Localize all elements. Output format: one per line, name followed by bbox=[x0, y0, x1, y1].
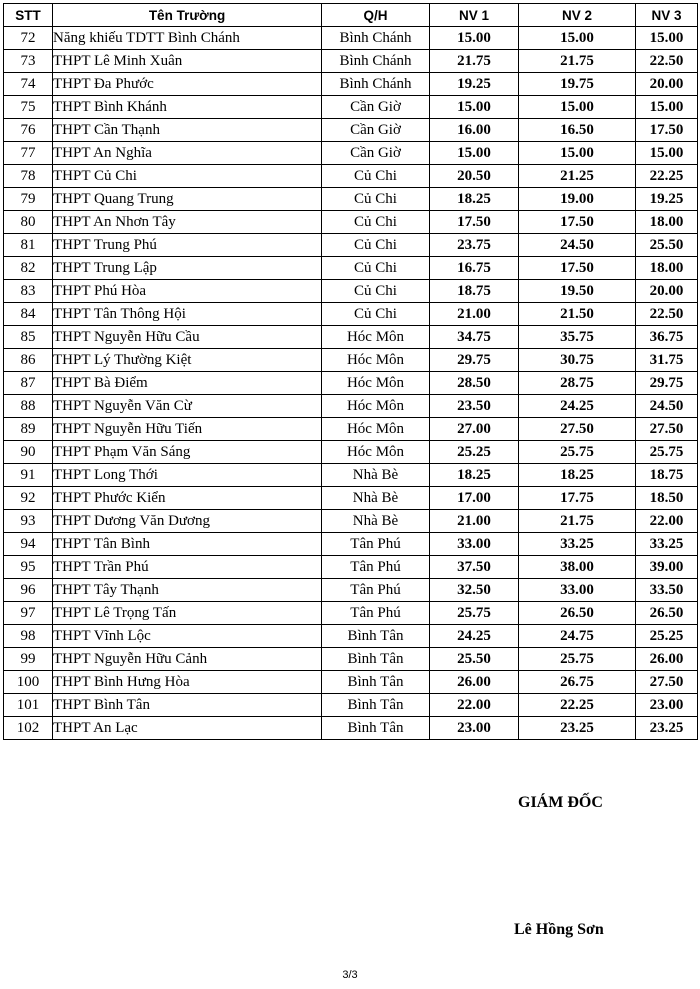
cell-stt: 86 bbox=[4, 349, 53, 372]
cell-stt: 73 bbox=[4, 50, 53, 73]
table-row bbox=[4, 280, 698, 303]
cell-nv3-score: 31.75 bbox=[636, 349, 698, 372]
cell-nv3-score: 26.50 bbox=[636, 602, 698, 625]
cell-nv3-score: 23.00 bbox=[636, 694, 698, 717]
table-row bbox=[4, 395, 698, 418]
cell-stt: 84 bbox=[4, 303, 53, 326]
cell-school-name: THPT Dương Văn Dương bbox=[53, 510, 322, 533]
cell-nv3-score: 15.00 bbox=[636, 142, 698, 165]
cell-nv2-score: 26.75 bbox=[519, 671, 636, 694]
cell-nv1-score: 20.50 bbox=[430, 165, 519, 188]
cell-stt: 87 bbox=[4, 372, 53, 395]
cell-nv1-score: 18.25 bbox=[430, 464, 519, 487]
cell-stt: 74 bbox=[4, 73, 53, 96]
cell-school-name: THPT An Lạc bbox=[53, 717, 322, 740]
cell-nv1-score: 23.50 bbox=[430, 395, 519, 418]
cell-nv1-score: 27.00 bbox=[430, 418, 519, 441]
cell-nv3-score: 18.00 bbox=[636, 211, 698, 234]
cell-school-name: THPT Quang Trung bbox=[53, 188, 322, 211]
header-stt: STT bbox=[4, 4, 53, 27]
table-row bbox=[4, 648, 698, 671]
cell-nv1-score: 25.25 bbox=[430, 441, 519, 464]
cell-stt: 100 bbox=[4, 671, 53, 694]
cell-nv2-score: 17.50 bbox=[519, 257, 636, 280]
table-row bbox=[4, 464, 698, 487]
cell-stt: 77 bbox=[4, 142, 53, 165]
cell-nv3-score: 25.25 bbox=[636, 625, 698, 648]
cell-district: Hóc Môn bbox=[322, 441, 430, 464]
cell-nv2-score: 21.75 bbox=[519, 510, 636, 533]
cell-nv1-score: 26.00 bbox=[430, 671, 519, 694]
cell-stt: 90 bbox=[4, 441, 53, 464]
cell-nv3-score: 17.50 bbox=[636, 119, 698, 142]
table-row bbox=[4, 234, 698, 257]
cell-school-name: THPT Trung Phú bbox=[53, 234, 322, 257]
table-row bbox=[4, 349, 698, 372]
cell-nv1-score: 32.50 bbox=[430, 579, 519, 602]
cell-district: Bình Tân bbox=[322, 625, 430, 648]
cell-nv2-score: 19.50 bbox=[519, 280, 636, 303]
cell-district: Nhà Bè bbox=[322, 510, 430, 533]
cell-stt: 81 bbox=[4, 234, 53, 257]
table-row bbox=[4, 372, 698, 395]
cell-district: Tân Phú bbox=[322, 602, 430, 625]
page-number: 3/3 bbox=[342, 969, 358, 981]
table-row bbox=[4, 142, 698, 165]
cell-stt: 72 bbox=[4, 27, 53, 50]
cell-stt: 82 bbox=[4, 257, 53, 280]
cell-nv3-score: 24.50 bbox=[636, 395, 698, 418]
cell-nv3-score: 25.75 bbox=[636, 441, 698, 464]
cell-nv1-score: 33.00 bbox=[430, 533, 519, 556]
table-row bbox=[4, 50, 698, 73]
cell-nv2-score: 21.25 bbox=[519, 165, 636, 188]
table-row bbox=[4, 717, 698, 740]
cell-nv1-score: 28.50 bbox=[430, 372, 519, 395]
cell-nv3-score: 18.00 bbox=[636, 257, 698, 280]
cell-nv2-score: 22.25 bbox=[519, 694, 636, 717]
cell-district: Bình Tân bbox=[322, 717, 430, 740]
cell-district: Hóc Môn bbox=[322, 326, 430, 349]
cell-stt: 93 bbox=[4, 510, 53, 533]
cell-district: Hóc Môn bbox=[322, 349, 430, 372]
cell-school-name: THPT Nguyễn Hữu Cảnh bbox=[53, 648, 322, 671]
cell-nv2-score: 21.50 bbox=[519, 303, 636, 326]
cell-district: Cần Giờ bbox=[322, 96, 430, 119]
cell-nv2-score: 18.25 bbox=[519, 464, 636, 487]
cell-stt: 99 bbox=[4, 648, 53, 671]
cell-stt: 98 bbox=[4, 625, 53, 648]
cell-nv1-score: 21.75 bbox=[430, 50, 519, 73]
cell-school-name: THPT Long Thới bbox=[53, 464, 322, 487]
cell-stt: 102 bbox=[4, 717, 53, 740]
header-district: Q/H bbox=[322, 4, 430, 27]
cell-district: Củ Chi bbox=[322, 257, 430, 280]
cell-nv3-score: 25.50 bbox=[636, 234, 698, 257]
cell-school-name: THPT Trần Phú bbox=[53, 556, 322, 579]
cell-nv2-score: 27.50 bbox=[519, 418, 636, 441]
table-row bbox=[4, 694, 698, 717]
cell-nv2-score: 33.25 bbox=[519, 533, 636, 556]
cell-nv2-score: 15.00 bbox=[519, 96, 636, 119]
cell-district: Tân Phú bbox=[322, 556, 430, 579]
cell-stt: 88 bbox=[4, 395, 53, 418]
cell-stt: 91 bbox=[4, 464, 53, 487]
cell-school-name: THPT Bà Điểm bbox=[53, 372, 322, 395]
cell-nv3-score: 22.00 bbox=[636, 510, 698, 533]
cell-stt: 83 bbox=[4, 280, 53, 303]
header-nv3: NV 3 bbox=[636, 4, 698, 27]
cell-school-name: THPT Đa Phước bbox=[53, 73, 322, 96]
table-body bbox=[4, 27, 698, 740]
cell-nv1-score: 16.00 bbox=[430, 119, 519, 142]
cell-nv1-score: 18.75 bbox=[430, 280, 519, 303]
cell-school-name: THPT Bình Hưng Hòa bbox=[53, 671, 322, 694]
cell-nv3-score: 18.75 bbox=[636, 464, 698, 487]
table-row bbox=[4, 487, 698, 510]
cell-nv2-score: 24.25 bbox=[519, 395, 636, 418]
table-row bbox=[4, 579, 698, 602]
cell-nv3-score: 19.25 bbox=[636, 188, 698, 211]
cell-nv1-score: 29.75 bbox=[430, 349, 519, 372]
cell-nv1-score: 23.75 bbox=[430, 234, 519, 257]
header-nv1: NV 1 bbox=[430, 4, 519, 27]
table-row bbox=[4, 119, 698, 142]
cell-school-name: Năng khiếu TDTT Bình Chánh bbox=[53, 27, 322, 50]
cell-school-name: THPT Củ Chi bbox=[53, 165, 322, 188]
admission-scores-table bbox=[3, 3, 698, 740]
cell-district: Củ Chi bbox=[322, 188, 430, 211]
cell-nv2-score: 17.50 bbox=[519, 211, 636, 234]
cell-nv3-score: 15.00 bbox=[636, 27, 698, 50]
cell-nv3-score: 39.00 bbox=[636, 556, 698, 579]
cell-school-name: THPT An Nhơn Tây bbox=[53, 211, 322, 234]
table-row bbox=[4, 73, 698, 96]
cell-school-name: THPT Vĩnh Lộc bbox=[53, 625, 322, 648]
cell-nv1-score: 34.75 bbox=[430, 326, 519, 349]
table-row bbox=[4, 188, 698, 211]
cell-nv2-score: 19.00 bbox=[519, 188, 636, 211]
cell-stt: 96 bbox=[4, 579, 53, 602]
cell-district: Hóc Môn bbox=[322, 395, 430, 418]
cell-school-name: THPT Trung Lập bbox=[53, 257, 322, 280]
cell-nv3-score: 36.75 bbox=[636, 326, 698, 349]
cell-nv2-score: 15.00 bbox=[519, 142, 636, 165]
cell-school-name: THPT Phạm Văn Sáng bbox=[53, 441, 322, 464]
table-row bbox=[4, 303, 698, 326]
cell-district: Bình Chánh bbox=[322, 50, 430, 73]
cell-district: Củ Chi bbox=[322, 280, 430, 303]
cell-nv3-score: 22.50 bbox=[636, 50, 698, 73]
table-row bbox=[4, 441, 698, 464]
cell-district: Cần Giờ bbox=[322, 119, 430, 142]
cell-nv1-score: 15.00 bbox=[430, 27, 519, 50]
cell-nv2-score: 24.50 bbox=[519, 234, 636, 257]
cell-school-name: THPT Bình Khánh bbox=[53, 96, 322, 119]
cell-stt: 94 bbox=[4, 533, 53, 556]
cell-nv1-score: 21.00 bbox=[430, 510, 519, 533]
cell-nv2-score: 19.75 bbox=[519, 73, 636, 96]
signature-title: GIÁM ĐỐC bbox=[518, 794, 603, 811]
cell-nv3-score: 27.50 bbox=[636, 671, 698, 694]
header-school-name: Tên Trường bbox=[53, 4, 322, 27]
table-row bbox=[4, 510, 698, 533]
cell-nv3-score: 18.50 bbox=[636, 487, 698, 510]
cell-district: Củ Chi bbox=[322, 234, 430, 257]
cell-district: Nhà Bè bbox=[322, 464, 430, 487]
cell-stt: 101 bbox=[4, 694, 53, 717]
cell-district: Hóc Môn bbox=[322, 418, 430, 441]
cell-nv2-score: 17.75 bbox=[519, 487, 636, 510]
table-header-row bbox=[4, 4, 698, 27]
cell-school-name: THPT Phước Kiển bbox=[53, 487, 322, 510]
cell-district: Tân Phú bbox=[322, 533, 430, 556]
cell-nv2-score: 25.75 bbox=[519, 441, 636, 464]
cell-nv2-score: 23.25 bbox=[519, 717, 636, 740]
cell-nv1-score: 25.75 bbox=[430, 602, 519, 625]
cell-nv2-score: 35.75 bbox=[519, 326, 636, 349]
cell-nv2-score: 38.00 bbox=[519, 556, 636, 579]
table-row bbox=[4, 211, 698, 234]
table-row bbox=[4, 96, 698, 119]
table-row bbox=[4, 602, 698, 625]
cell-school-name: THPT Bình Tân bbox=[53, 694, 322, 717]
table-row bbox=[4, 165, 698, 188]
cell-nv1-score: 23.00 bbox=[430, 717, 519, 740]
cell-district: Nhà Bè bbox=[322, 487, 430, 510]
cell-nv3-score: 33.50 bbox=[636, 579, 698, 602]
cell-nv1-score: 15.00 bbox=[430, 142, 519, 165]
cell-nv1-score: 19.25 bbox=[430, 73, 519, 96]
cell-nv2-score: 28.75 bbox=[519, 372, 636, 395]
cell-nv1-score: 15.00 bbox=[430, 96, 519, 119]
signature-name: Lê Hồng Sơn bbox=[514, 921, 604, 938]
cell-nv1-score: 37.50 bbox=[430, 556, 519, 579]
cell-nv1-score: 16.75 bbox=[430, 257, 519, 280]
cell-stt: 78 bbox=[4, 165, 53, 188]
cell-district: Bình Tân bbox=[322, 648, 430, 671]
cell-nv3-score: 23.25 bbox=[636, 717, 698, 740]
cell-district: Bình Chánh bbox=[322, 27, 430, 50]
cell-district: Củ Chi bbox=[322, 165, 430, 188]
cell-nv2-score: 16.50 bbox=[519, 119, 636, 142]
table-row bbox=[4, 257, 698, 280]
cell-district: Củ Chi bbox=[322, 303, 430, 326]
cell-nv1-score: 21.00 bbox=[430, 303, 519, 326]
cell-school-name: THPT Tân Bình bbox=[53, 533, 322, 556]
cell-nv2-score: 26.50 bbox=[519, 602, 636, 625]
cell-nv3-score: 20.00 bbox=[636, 73, 698, 96]
cell-nv1-score: 25.50 bbox=[430, 648, 519, 671]
cell-school-name: THPT Phú Hòa bbox=[53, 280, 322, 303]
cell-nv3-score: 29.75 bbox=[636, 372, 698, 395]
cell-nv2-score: 30.75 bbox=[519, 349, 636, 372]
cell-nv2-score: 21.75 bbox=[519, 50, 636, 73]
cell-nv2-score: 15.00 bbox=[519, 27, 636, 50]
cell-school-name: THPT Nguyễn Hữu Tiến bbox=[53, 418, 322, 441]
cell-district: Củ Chi bbox=[322, 211, 430, 234]
cell-nv2-score: 25.75 bbox=[519, 648, 636, 671]
cell-stt: 76 bbox=[4, 119, 53, 142]
table-row bbox=[4, 533, 698, 556]
cell-stt: 75 bbox=[4, 96, 53, 119]
table-row bbox=[4, 556, 698, 579]
cell-district: Bình Tân bbox=[322, 694, 430, 717]
cell-nv3-score: 22.25 bbox=[636, 165, 698, 188]
cell-district: Tân Phú bbox=[322, 579, 430, 602]
cell-nv3-score: 27.50 bbox=[636, 418, 698, 441]
cell-nv3-score: 26.00 bbox=[636, 648, 698, 671]
cell-school-name: THPT Cần Thạnh bbox=[53, 119, 322, 142]
cell-nv2-score: 33.00 bbox=[519, 579, 636, 602]
cell-nv3-score: 22.50 bbox=[636, 303, 698, 326]
cell-stt: 80 bbox=[4, 211, 53, 234]
cell-school-name: THPT An Nghĩa bbox=[53, 142, 322, 165]
table-row bbox=[4, 27, 698, 50]
table-row bbox=[4, 625, 698, 648]
cell-nv3-score: 15.00 bbox=[636, 96, 698, 119]
table-row bbox=[4, 418, 698, 441]
cell-nv2-score: 24.75 bbox=[519, 625, 636, 648]
cell-school-name: THPT Lê Trọng Tấn bbox=[53, 602, 322, 625]
cell-district: Bình Chánh bbox=[322, 73, 430, 96]
cell-stt: 89 bbox=[4, 418, 53, 441]
cell-stt: 97 bbox=[4, 602, 53, 625]
table-row bbox=[4, 671, 698, 694]
cell-nv3-score: 20.00 bbox=[636, 280, 698, 303]
table-row bbox=[4, 326, 698, 349]
cell-stt: 85 bbox=[4, 326, 53, 349]
cell-school-name: THPT Lý Thường Kiệt bbox=[53, 349, 322, 372]
cell-nv1-score: 22.00 bbox=[430, 694, 519, 717]
cell-district: Hóc Môn bbox=[322, 372, 430, 395]
header-nv2: NV 2 bbox=[519, 4, 636, 27]
cell-stt: 92 bbox=[4, 487, 53, 510]
cell-school-name: THPT Lê Minh Xuân bbox=[53, 50, 322, 73]
cell-district: Bình Tân bbox=[322, 671, 430, 694]
cell-nv1-score: 18.25 bbox=[430, 188, 519, 211]
cell-nv1-score: 17.00 bbox=[430, 487, 519, 510]
cell-nv1-score: 24.25 bbox=[430, 625, 519, 648]
cell-school-name: THPT Nguyễn Hữu Cầu bbox=[53, 326, 322, 349]
cell-stt: 95 bbox=[4, 556, 53, 579]
cell-district: Cần Giờ bbox=[322, 142, 430, 165]
cell-nv1-score: 17.50 bbox=[430, 211, 519, 234]
cell-school-name: THPT Tây Thạnh bbox=[53, 579, 322, 602]
cell-stt: 79 bbox=[4, 188, 53, 211]
cell-school-name: THPT Nguyễn Văn Cừ bbox=[53, 395, 322, 418]
cell-nv3-score: 33.25 bbox=[636, 533, 698, 556]
cell-school-name: THPT Tân Thông Hội bbox=[53, 303, 322, 326]
